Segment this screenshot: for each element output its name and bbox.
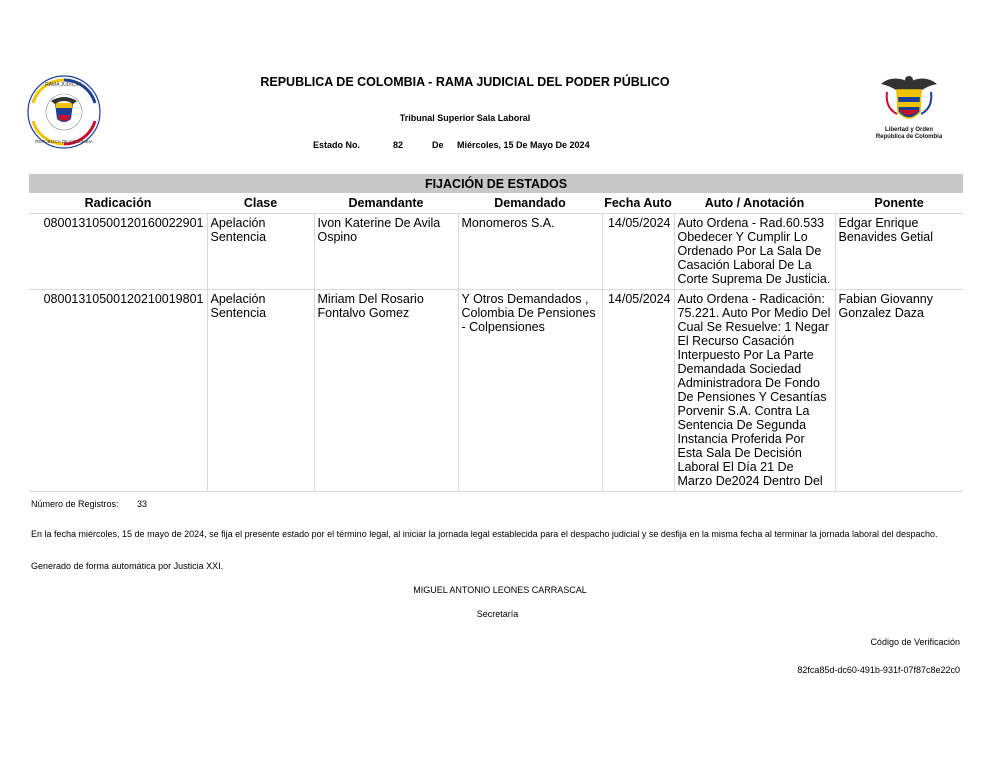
column-header-clase: Clase [207,193,314,214]
signer-name: MIGUEL ANTONIO LEONES CARRASCAL [413,585,587,595]
section-title: FIJACIÓN DE ESTADOS [29,174,963,193]
verification-code: 82fca85d-dc60-491b-931f-07f87c8e22c0 [797,665,960,675]
table-row [29,290,963,492]
cell-fecha-auto: 14/05/2024 [602,214,674,290]
column-header-radicacion: Radicación [29,193,207,214]
cell-ponente: Fabian Giovanny Gonzalez Daza [835,290,963,492]
cell-ponente: Edgar Enrique Benavides Getial [835,214,963,290]
colombia-coat-of-arms-logo [873,70,945,140]
estado-label: Estado No. [313,140,361,150]
registros-count [31,499,147,509]
svg-text:Libertad y Orden: Libertad y Orden [884,127,934,133]
estado-number: 82 [393,140,404,150]
column-header-demandado: Demandado [458,193,602,214]
estados-table-container [29,174,963,492]
tribunal-subtitle: Tribunal Superior Sala Laboral [399,113,531,123]
cell-auto-anotacion: Auto Ordena - Radicación: 75.221. Auto Por Medio Del Cual Se Resuelve: 1 Negar El Recurso Casación Interpuesto Por La Parte Demandada Sociedad Administradora De Fondo De Pensiones Y Cesantías Porvenir S.A. Contra La Sentencia De Segunda Instancia Proferida Por Esta Sala De Decisión Laboral El Día 21 De Marzo De2024 Dentro Del [674,290,835,492]
cell-demandado: Monomeros S.A. [458,214,602,290]
svg-text:REPÚBLICA DE COLOMBIA: REPÚBLICA DE COLOMBIA [35,139,93,144]
section-header-row [29,174,963,193]
rama-judicial-seal-logo [25,73,103,151]
fijacion-statement: En la fecha miércoles, 15 de mayo de 2024, se fija el presente estado por el término legal, al iniciar la jornada legal establecida para el despacho judicial y se desfija en la misma fecha al terminar la jornada laboral del despacho. [31,529,938,539]
cell-fecha-auto: 14/05/2024 [602,290,674,492]
estados-table [29,174,963,492]
cell-demandado: Y Otros Demandados , Colombia De Pensiones - Colpensiones [458,290,602,492]
column-header-auto-anotacion: Auto / Anotación [674,193,835,214]
cell-clase: Apelación Sentencia [207,290,314,492]
cell-radicacion: 08001310500120160022901 [29,214,207,290]
svg-text:RAMA JUDICIAL: RAMA JUDICIAL [45,82,83,88]
table-row [29,214,963,290]
signer-role: Secretaría [476,609,519,619]
estado-date: Miércoles, 15 De Mayo De 2024 [457,140,590,150]
cell-demandante: Miriam Del Rosario Fontalvo Gomez [314,290,458,492]
column-header-ponente: Ponente [835,193,963,214]
generated-note: Generado de forma automática por Justicia XXI. [31,561,224,571]
cell-auto-anotacion: Auto Ordena - Rad.60.533 Obedecer Y Cumplir Lo Ordenado Por La Sala De Casación Laboral De La Corte Suprema De Justicia. [674,214,835,290]
registros-value: 33 [137,499,148,509]
column-header-demandante: Demandante [314,193,458,214]
estado-line [313,140,590,150]
svg-text:República de Colombia: República de Colombia [875,134,943,140]
registros-label: Número de Registros: [31,499,119,509]
cell-demandante: Ivon Katerine De Avila Ospino [314,214,458,290]
cell-radicacion: 08001310500120210019801 [29,290,207,492]
verification-code-label: Código de Verificación [870,637,960,647]
column-header-row [29,193,963,214]
cell-clase: Apelación Sentencia [207,214,314,290]
document-title: REPUBLICA DE COLOMBIA - RAMA JUDICIAL DEL PODER PÚBLICO [260,75,670,89]
column-header-fecha-auto: Fecha Auto [602,193,674,214]
de-label: De [432,140,444,150]
